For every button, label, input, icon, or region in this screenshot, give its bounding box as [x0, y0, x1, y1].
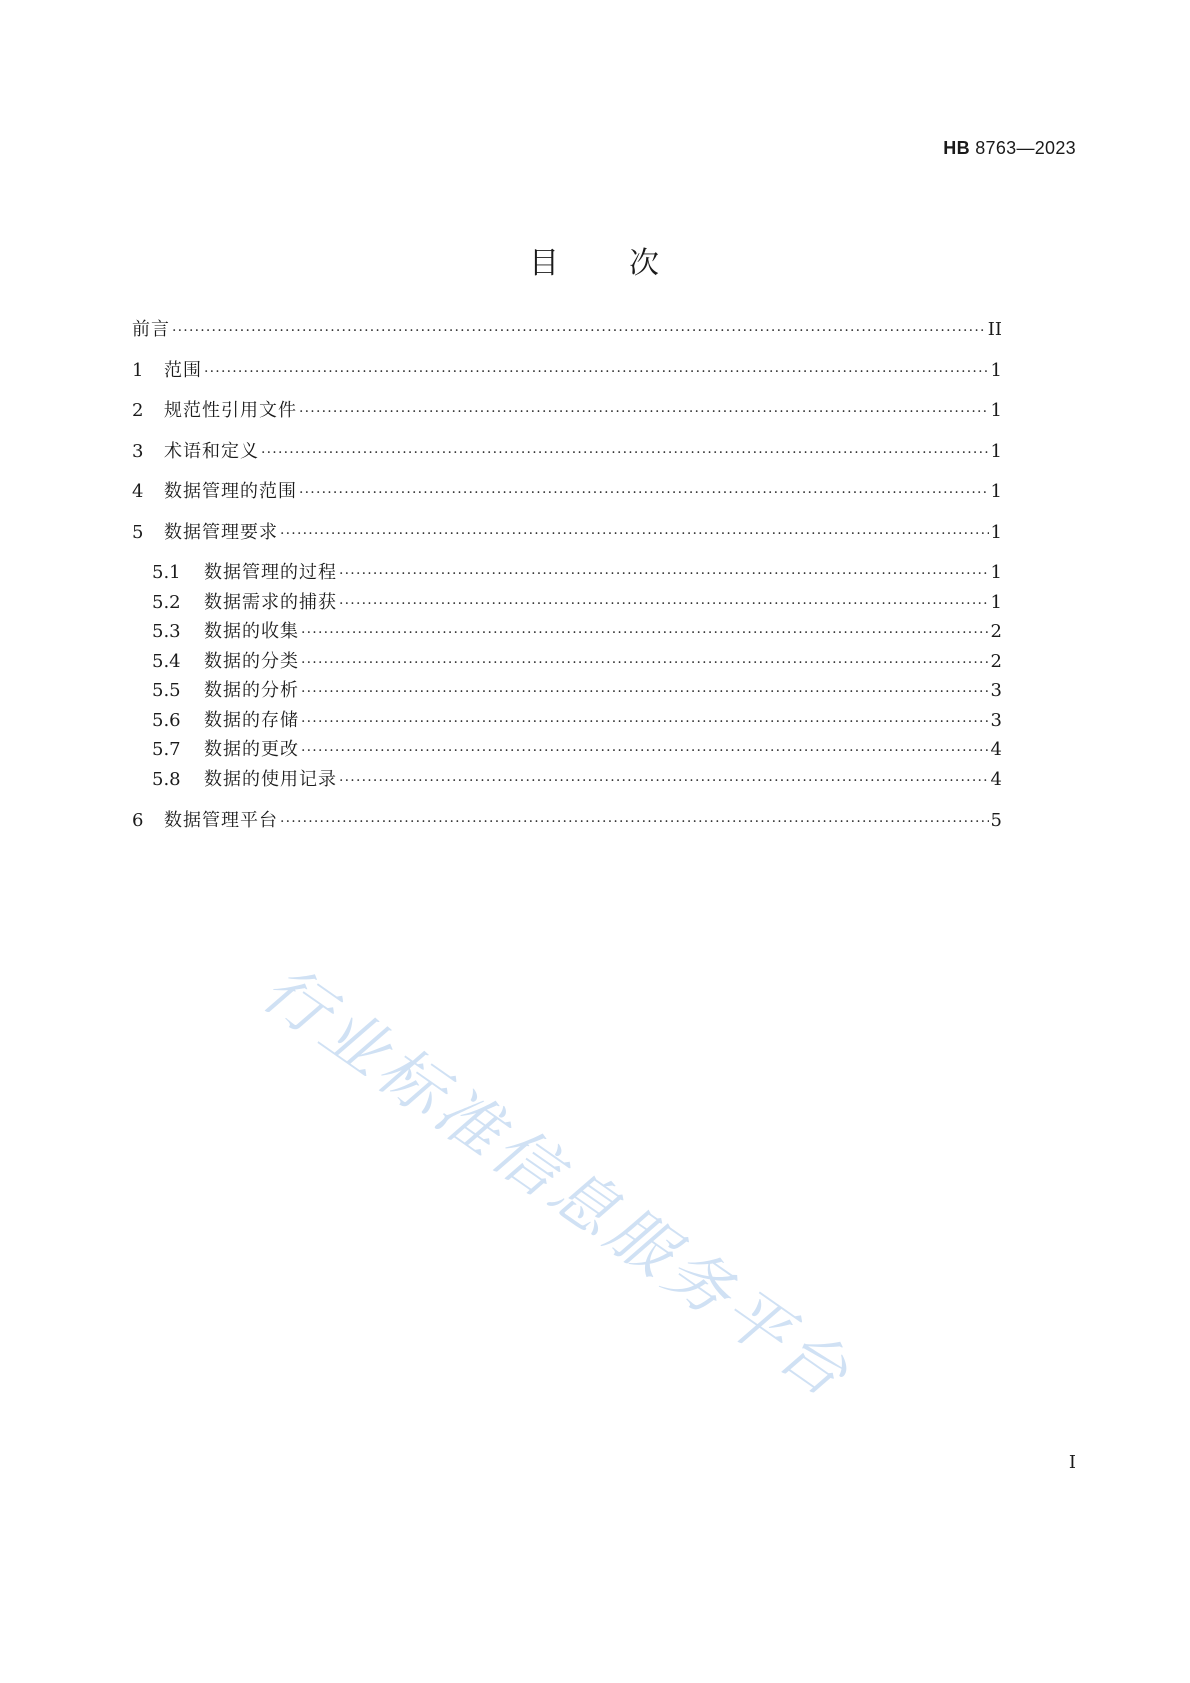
toc-dot-leader [280, 522, 989, 546]
toc-entry-label: 数据的分类 [204, 651, 299, 672]
toc-entry-label: 数据管理的范围 [164, 481, 297, 502]
toc-entry-page: II [987, 319, 1002, 340]
toc-entry-subsection-5-2[interactable] [152, 591, 1002, 615]
toc-entry-label: 数据管理的过程 [204, 562, 337, 583]
toc-dot-leader [339, 592, 989, 616]
toc-dot-leader [301, 680, 989, 704]
toc-dot-leader [301, 710, 989, 734]
toc-entry-label: 术语和定义 [164, 441, 259, 462]
toc-entry-label: 数据的使用记录 [204, 769, 337, 790]
toc-entry-number: 5.7 [152, 739, 181, 760]
toc-entry-label: 数据的存储 [204, 710, 299, 731]
toc-entry-number: 5 [132, 522, 144, 543]
toc-entry-page: 3 [990, 680, 1002, 701]
toc-entry-foreword[interactable] [132, 318, 1002, 342]
toc-entry-number: 4 [132, 481, 144, 502]
toc-entry-section-6[interactable] [132, 809, 1002, 833]
toc-entry-label: 数据的更改 [204, 739, 299, 760]
standard-number: 8763—2023 [975, 138, 1076, 158]
page-title [0, 238, 1190, 282]
toc-entry-page: 4 [990, 739, 1002, 760]
toc-dot-leader [339, 769, 989, 793]
toc-entry-label: 数据需求的捕获 [204, 592, 337, 613]
toc-entry-number: 5.8 [152, 769, 181, 790]
toc-entry-number: 6 [132, 810, 144, 831]
toc-dot-leader [301, 739, 989, 763]
toc-dot-leader [204, 360, 989, 384]
toc-entry-subsection-5-3[interactable] [152, 620, 1002, 644]
toc-entry-page: 1 [990, 441, 1002, 462]
toc-entry-label: 前言 [132, 319, 170, 340]
title-char-1: 目 [529, 246, 561, 281]
toc-entry-subsection-5-5[interactable] [152, 679, 1002, 703]
toc-entry-number: 2 [132, 400, 144, 421]
toc-entry-number: 5.1 [152, 562, 181, 583]
toc-entry-section-1[interactable] [132, 359, 1002, 383]
toc-entry-page: 5 [990, 810, 1002, 831]
toc-entry-section-2[interactable] [132, 399, 1002, 423]
toc-entry-subsection-5-4[interactable] [152, 650, 1002, 674]
page-number: I [1068, 1452, 1076, 1473]
toc-entry-section-4[interactable] [132, 480, 1002, 504]
toc-entry-page: 4 [990, 769, 1002, 790]
toc-entry-page: 3 [990, 710, 1002, 731]
standard-code [943, 138, 1076, 159]
toc-entry-page: 1 [990, 481, 1002, 502]
toc-entry-section-5[interactable] [132, 521, 1002, 545]
toc-entry-label: 数据的分析 [204, 680, 299, 701]
toc-entry-page: 1 [990, 360, 1002, 381]
toc-dot-leader [301, 651, 989, 675]
toc-entry-number: 1 [132, 360, 144, 381]
toc-entry-number: 5.4 [152, 651, 181, 672]
toc-dot-leader [280, 810, 989, 834]
toc-dot-leader [301, 621, 989, 645]
toc-dot-leader [339, 562, 989, 586]
toc-entry-section-3[interactable] [132, 440, 1002, 464]
toc-entry-label: 范围 [164, 360, 202, 381]
toc-entry-number: 5.2 [152, 592, 181, 613]
toc-entry-number: 3 [132, 441, 144, 462]
standard-prefix: HB [943, 138, 970, 158]
toc-entry-page: 1 [990, 562, 1002, 583]
toc-entry-label: 数据的收集 [204, 621, 299, 642]
toc-entry-number: 5.6 [152, 710, 181, 731]
toc-entry-page: 1 [990, 400, 1002, 421]
toc-entry-page: 1 [990, 592, 1002, 613]
toc-entry-subsection-5-7[interactable] [152, 738, 1002, 762]
toc-entry-label: 数据管理要求 [164, 522, 278, 543]
toc-dot-leader [172, 319, 986, 343]
toc-entry-label: 规范性引用文件 [164, 400, 297, 421]
toc-entry-page: 1 [990, 522, 1002, 543]
toc-entry-page: 2 [990, 621, 1002, 642]
toc-entry-number: 5.3 [152, 621, 181, 642]
watermark: 行业标准信息服务平台 [248, 952, 865, 1415]
toc-entry-page: 2 [990, 651, 1002, 672]
toc-entry-number: 5.5 [152, 680, 181, 701]
toc-entry-label: 数据管理平台 [164, 810, 278, 831]
toc-entry-subsection-5-1[interactable] [152, 561, 1002, 585]
toc-dot-leader [261, 441, 989, 465]
toc-entry-subsection-5-8[interactable] [152, 768, 1002, 792]
toc-dot-leader [299, 481, 989, 505]
title-char-2: 次 [629, 246, 661, 281]
toc-entry-subsection-5-6[interactable] [152, 709, 1002, 733]
toc-dot-leader [299, 400, 989, 424]
